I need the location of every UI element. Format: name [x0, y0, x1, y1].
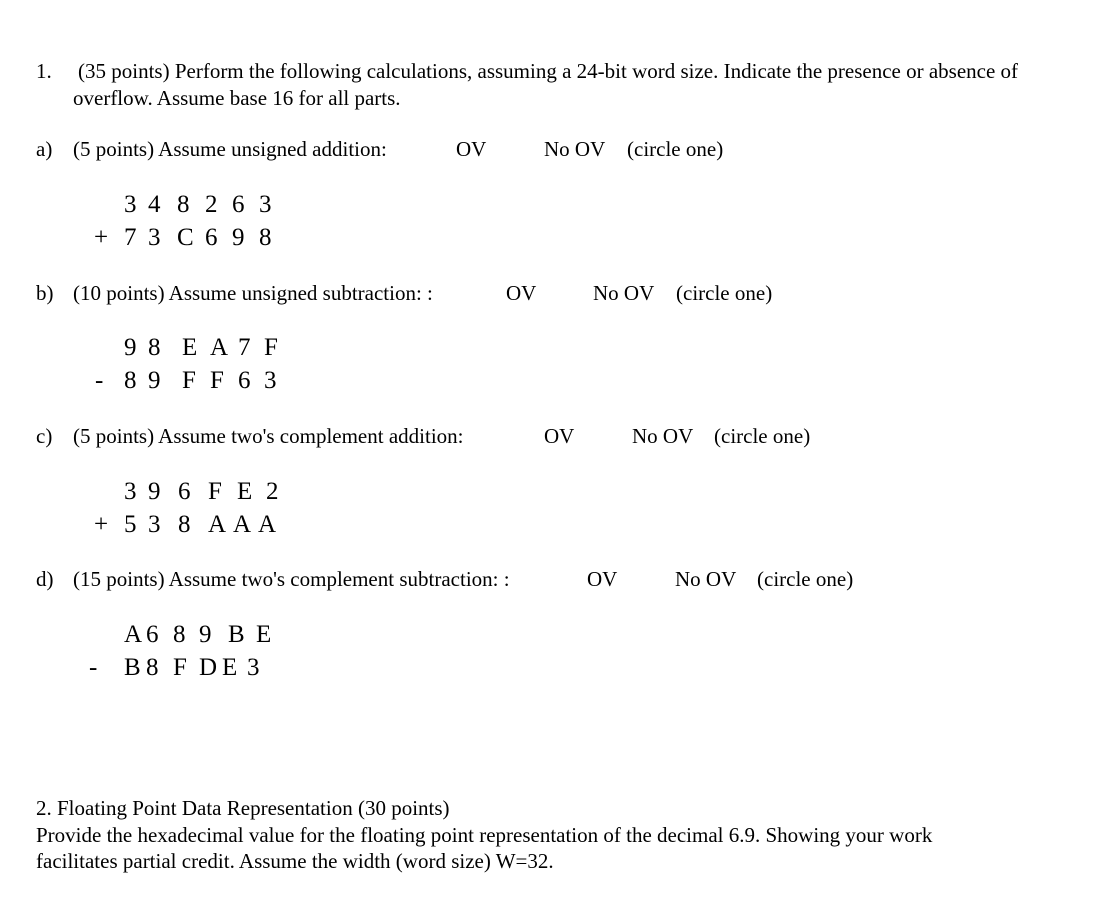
question-1-text-line-2: overflow. Assume base 16 for all parts.: [73, 86, 401, 110]
part-d-ov-option[interactable]: OV: [587, 567, 618, 591]
part-c-prompt: (5 points) Assume two's complement addition:: [73, 424, 464, 448]
part-a-ov-option[interactable]: OV: [456, 137, 487, 161]
part-c-ov-option[interactable]: OV: [544, 424, 575, 448]
question-2-text-line-2: facilitates partial credit. Assume the width (word size) W=32.: [36, 849, 554, 873]
part-a-letter: a): [36, 137, 53, 161]
question-1-number: 1.: [36, 59, 52, 83]
part-d-operand-1: A 6 8 9 B E: [124, 621, 272, 648]
part-b-operand-2: 8 9 F F 6 3: [124, 367, 277, 394]
part-d-operator: -: [89, 654, 98, 681]
part-b-operator: -: [95, 367, 104, 394]
part-a-prompt: (5 points) Assume unsigned addition:: [73, 137, 387, 161]
part-a-operand-1: 3 4 8 2 6 3: [124, 191, 272, 218]
part-a-circle-hint: (circle one): [627, 137, 724, 161]
part-a-operator: +: [94, 224, 109, 251]
question-2-text-line-1: Provide the hexadecimal value for the floating point representation of the decimal 6.9. Showing your work: [36, 823, 933, 847]
part-d-circle-hint: (circle one): [757, 567, 854, 591]
part-b-letter: b): [36, 281, 54, 305]
part-c-no-ov-option[interactable]: No OV: [632, 424, 694, 448]
part-b-ov-option[interactable]: OV: [506, 281, 537, 305]
part-b-circle-hint: (circle one): [676, 281, 773, 305]
question-1-text-line-1: (35 points) Perform the following calculations, assuming a 24-bit word size. Indicate the presence or absence of: [78, 59, 1019, 83]
part-c-operator: +: [94, 511, 109, 538]
part-d-letter: d): [36, 567, 54, 591]
part-c-letter: c): [36, 424, 53, 448]
part-a-operand-2: 7 3 C 6 9 8: [124, 224, 272, 251]
part-b-prompt: (10 points) Assume unsigned subtraction: :: [73, 281, 433, 305]
part-b-no-ov-option[interactable]: No OV: [593, 281, 655, 305]
question-2-title: 2. Floating Point Data Representation (30 points): [36, 796, 450, 820]
part-c-operand-1: 3 9 6 F E 2: [124, 478, 279, 505]
part-d-no-ov-option[interactable]: No OV: [675, 567, 737, 591]
part-a-no-ov-option[interactable]: No OV: [544, 137, 606, 161]
part-b-operand-1: 9 8 E A 7 F: [124, 334, 278, 361]
part-c-operand-2: 5 3 8 A A A: [124, 511, 277, 538]
part-d-prompt: (15 points) Assume two's complement subtraction: :: [73, 567, 510, 591]
part-c-circle-hint: (circle one): [714, 424, 811, 448]
part-d-operand-2: B 8 F D E 3: [124, 654, 260, 681]
